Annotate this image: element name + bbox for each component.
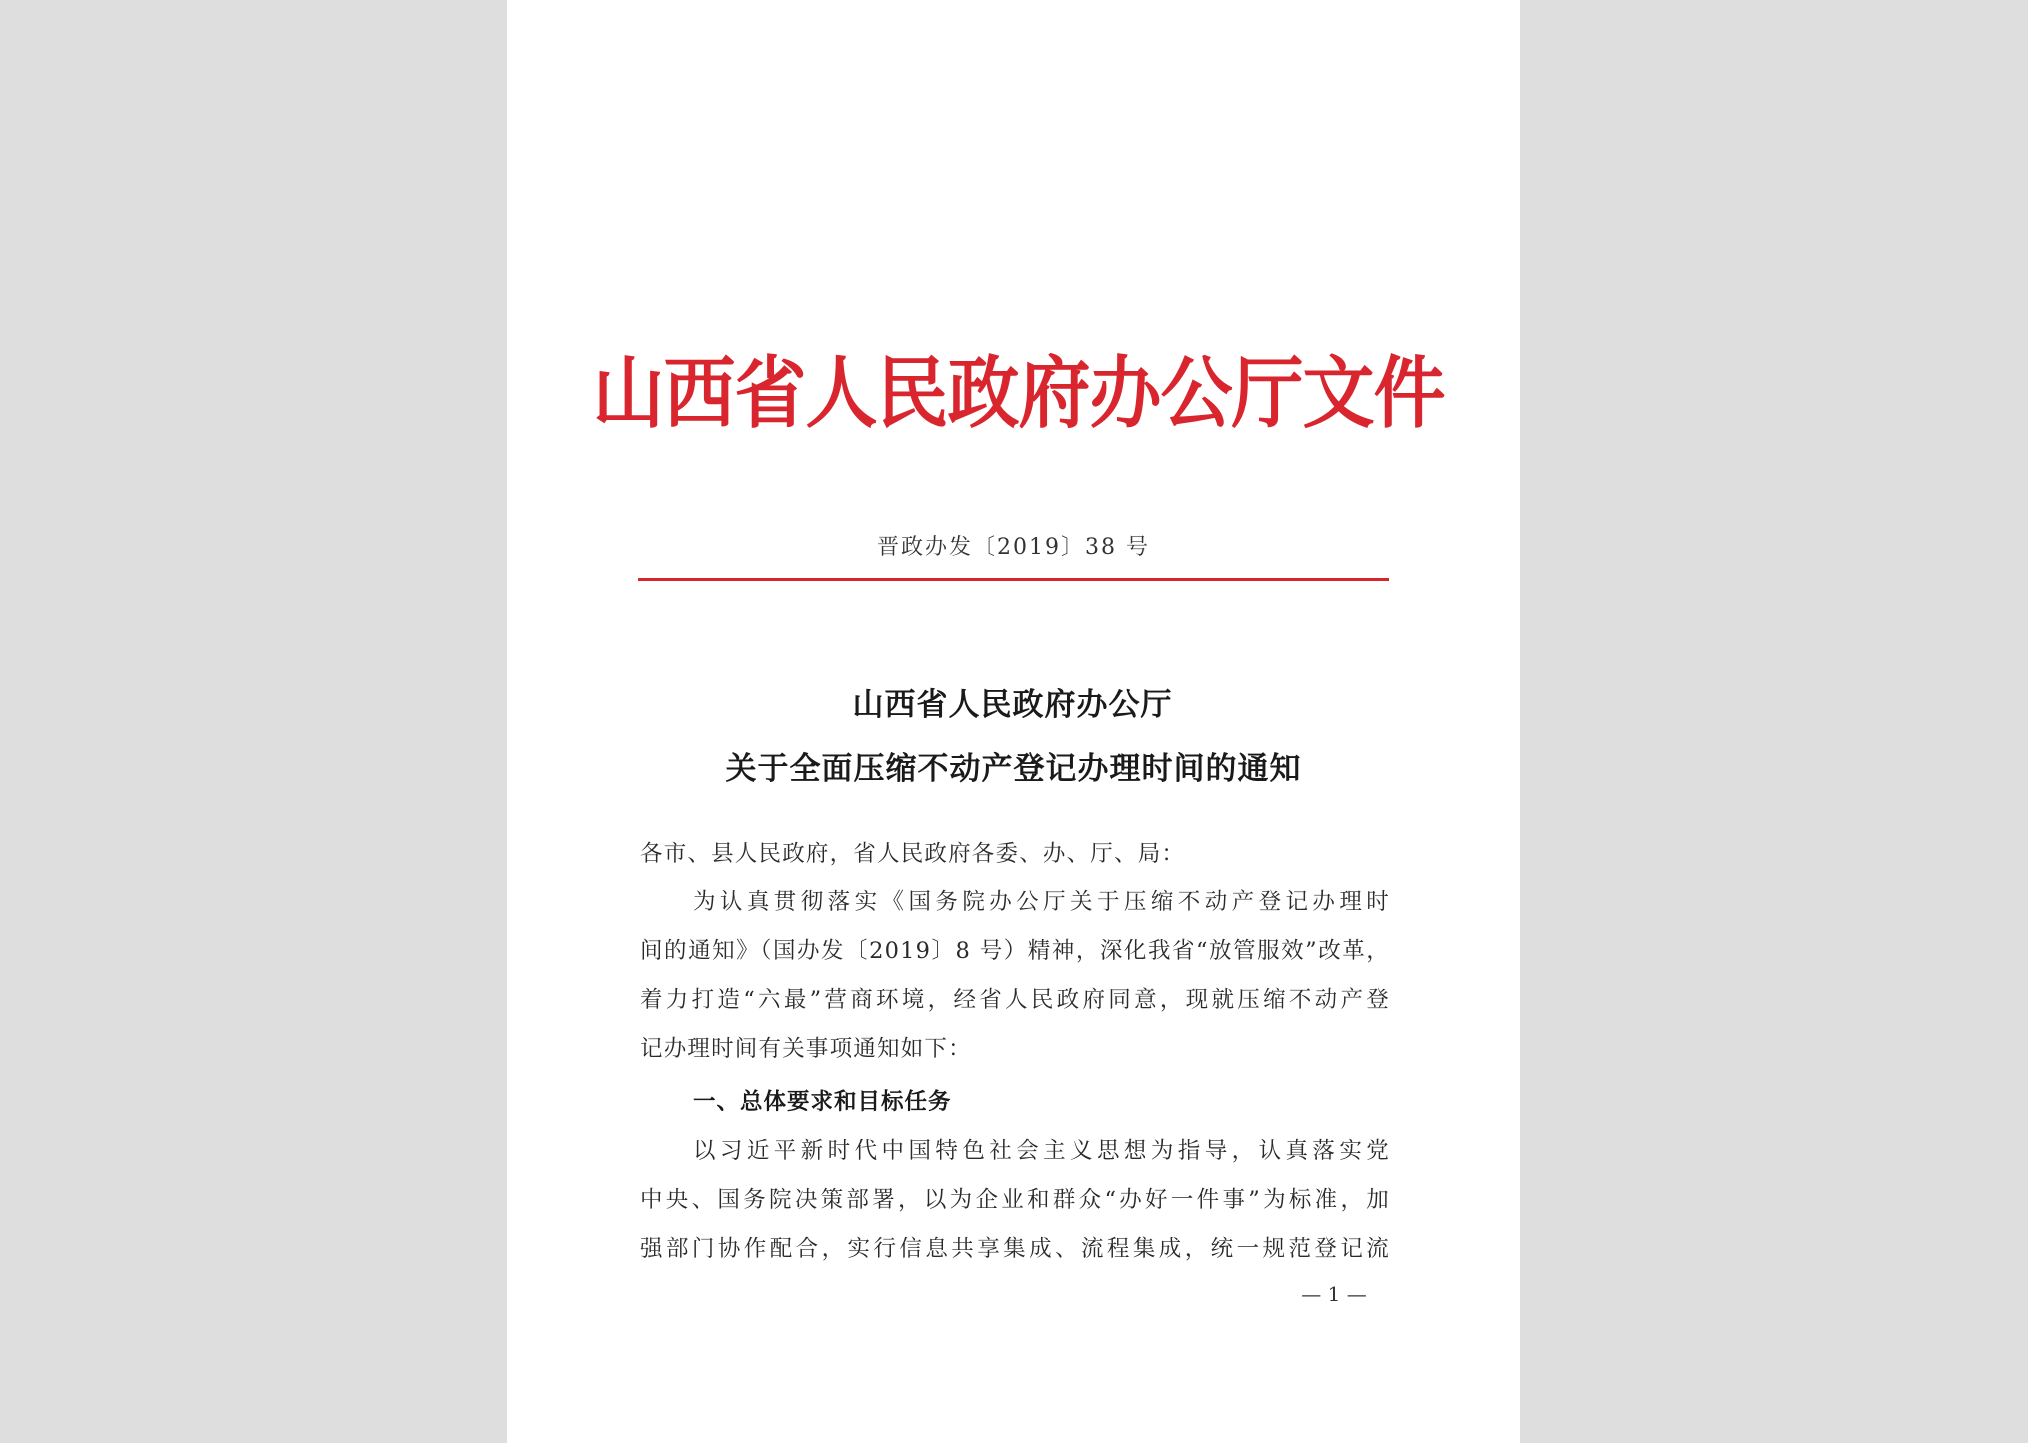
document-title-line-2: 关于全面压缩不动产登记办理时间的通知	[725, 751, 1302, 787]
paragraph-2-line-1: 以习近平新时代中国特色社会主义思想为指导，认真落实党	[693, 1138, 1390, 1164]
paragraph-2-line-2: 中央、国务院决策部署，以为企业和群众“办好一件事”为标准，加	[640, 1187, 1390, 1213]
paragraph-1-line-1: 为认真贯彻落实《国务院办公厅关于压缩不动产登记办理时	[693, 889, 1390, 915]
document-page	[507, 0, 1520, 1443]
paragraph-1-line-2: 间的通知》（国办发〔2019〕8 号）精神，深化我省“放管服效”改革，	[640, 938, 1390, 964]
document-title-line-1: 山西省人民政府办公厅	[852, 687, 1173, 723]
document-masthead: 山西省人民政府办公厅文件	[592, 346, 1445, 439]
document-number: 晋政办发〔2019〕38 号	[877, 535, 1150, 560]
paragraph-2-line-3: 强部门协作配合，实行信息共享集成、流程集成，统一规范登记流	[640, 1236, 1390, 1262]
paragraph-1-line-3: 着力打造“六最”营商环境，经省人民政府同意，现就压缩不动产登	[640, 987, 1390, 1013]
red-separator-line	[638, 578, 1389, 581]
paragraph-1-line-4: 记办理时间有关事项通知如下：	[640, 1036, 972, 1062]
page-number: — 1 —	[1301, 1282, 1367, 1306]
salutation: 各市、县人民政府，省人民政府各委、办、厅、局：	[640, 841, 1186, 867]
section-1-heading: 一、总体要求和目标任务	[693, 1089, 952, 1115]
